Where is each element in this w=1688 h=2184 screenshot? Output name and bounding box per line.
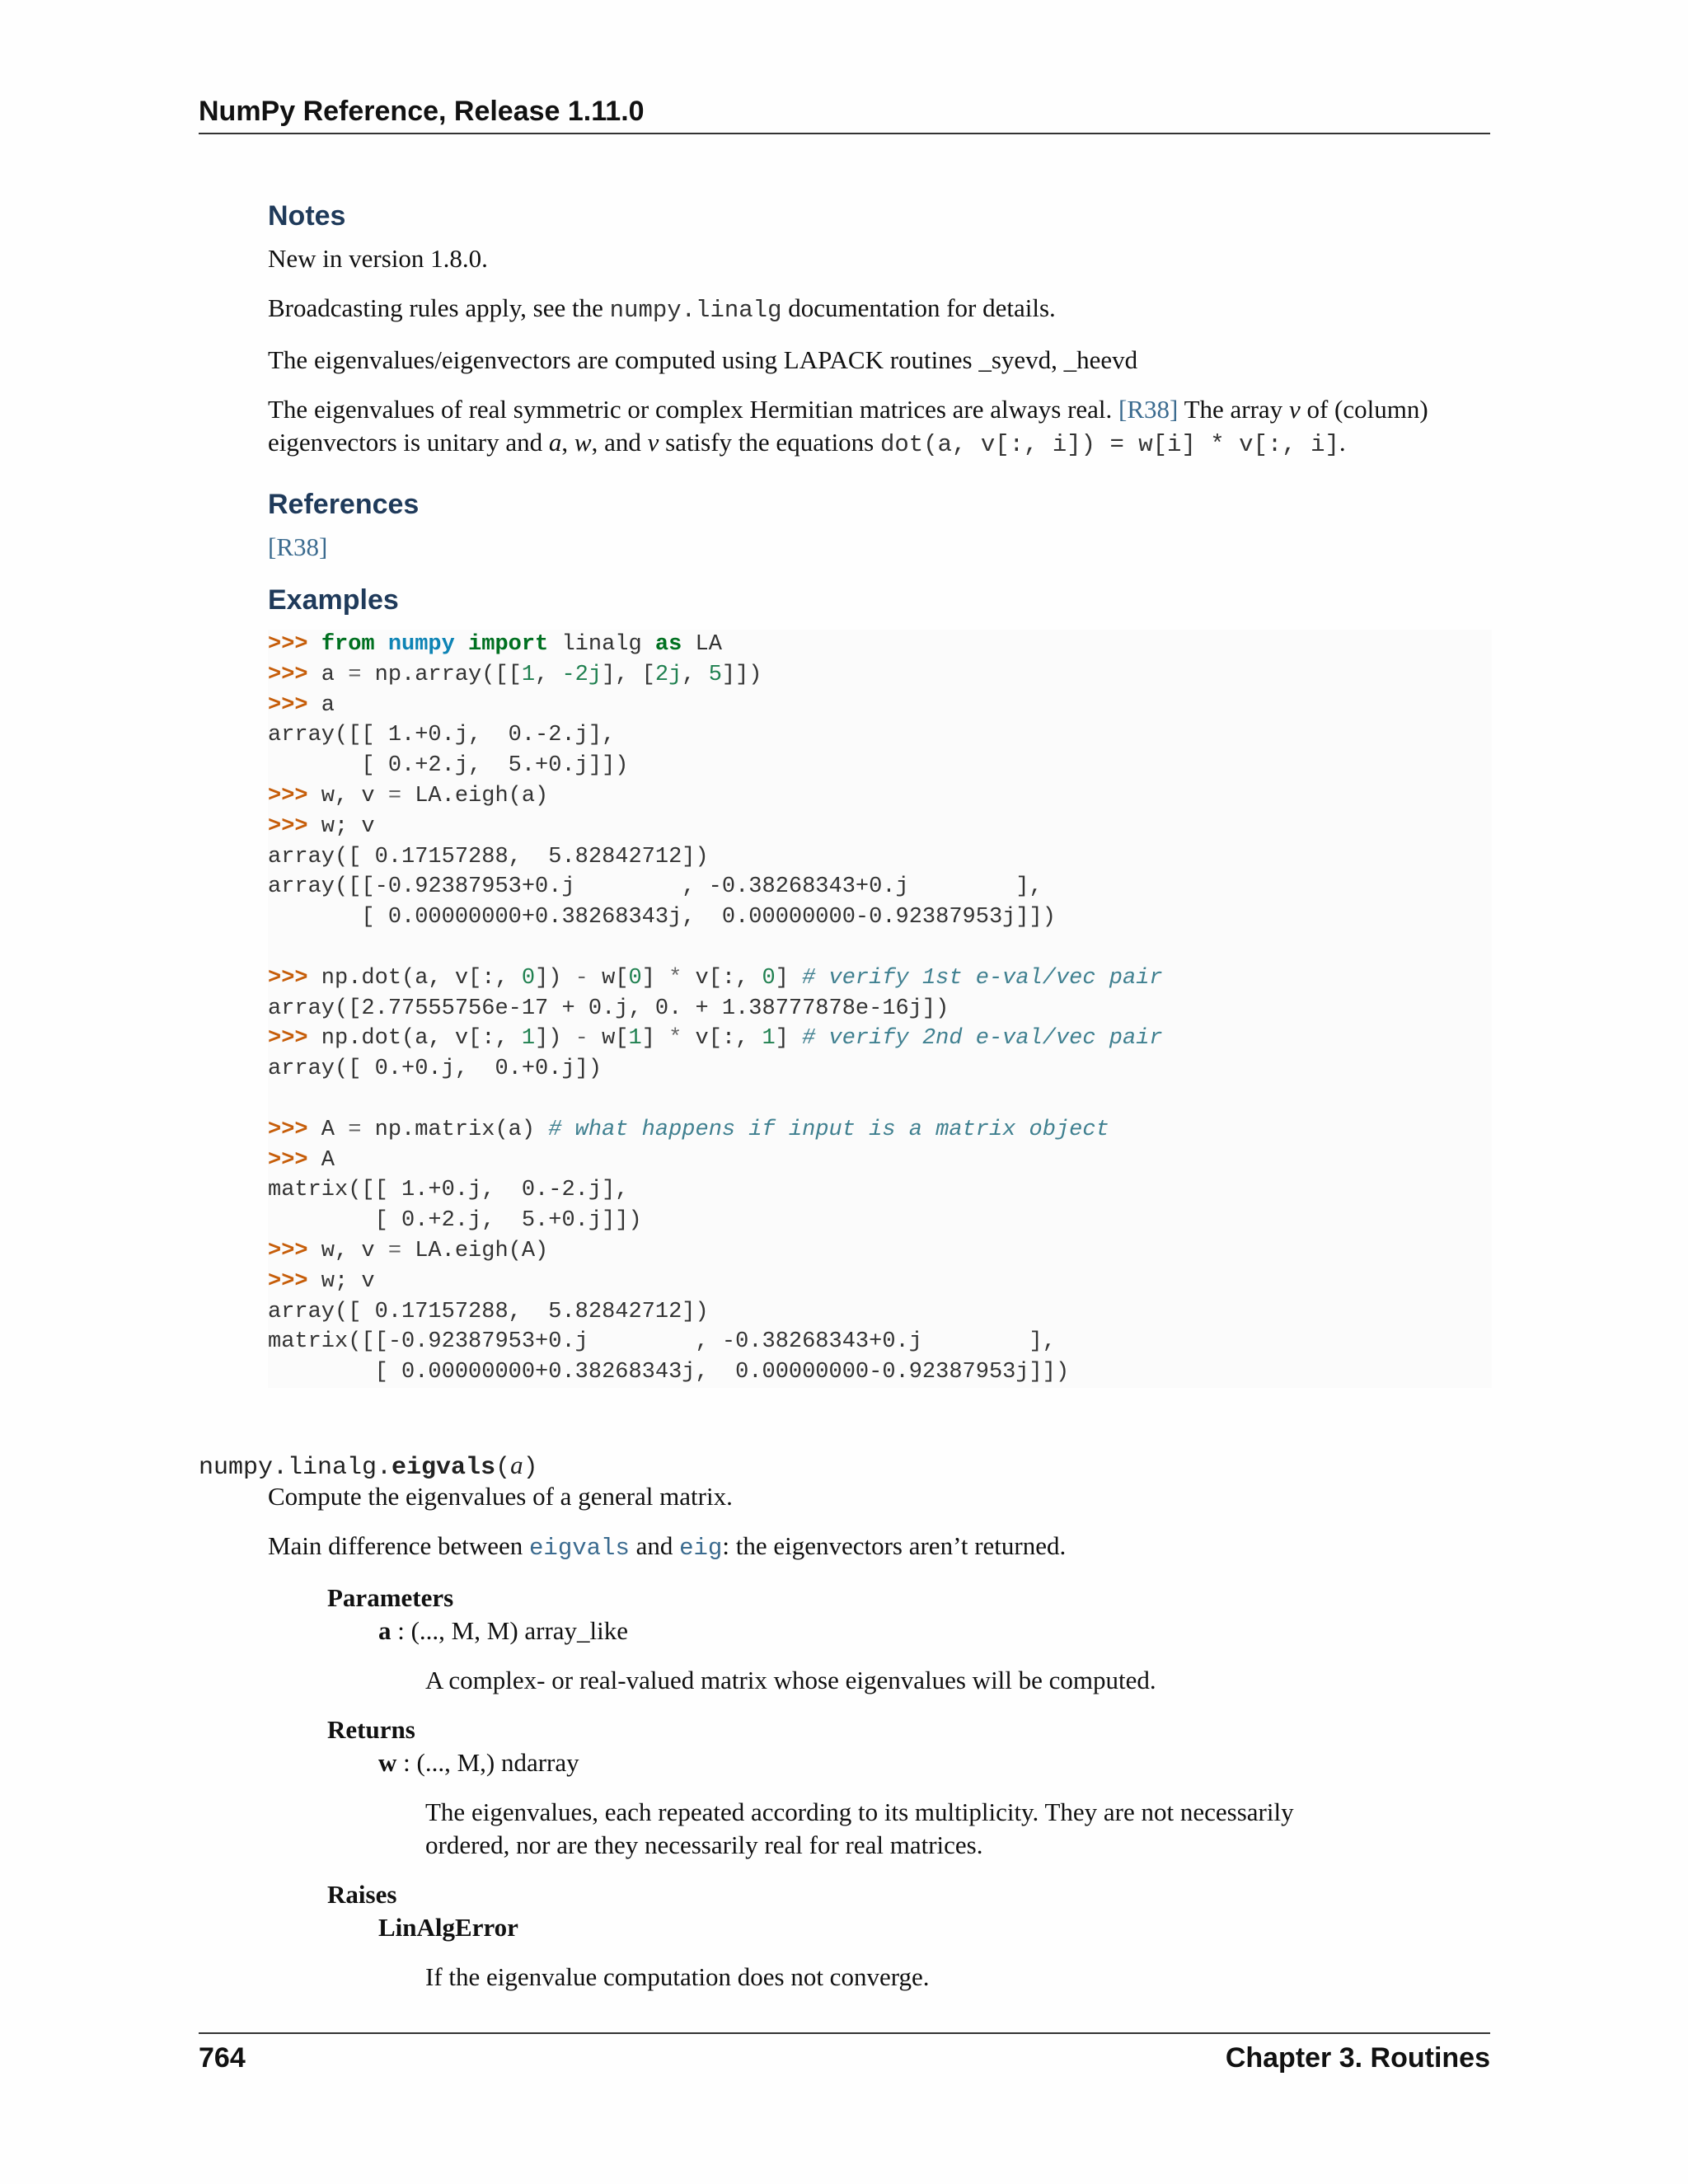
notes-heading: Notes xyxy=(268,200,346,232)
example-code-block: >>> from numpy import linalg as LA >>> a = np.array([[1, -2j], [2j, 5]]) >>> a array([[ 1.+0.j, 0.-2.j], [ 0.+2.j, 5.+0.j]]) >>> w, v = LA.eigh(a) >>> w; v array([ 0.17157288, 5.82842712]) array([[-0.92387953+0.j , -0.38268343+0.j ], [ 0.00000000+0.38268343j, 0.00000000-0.92387953j]]) >>> np.dot(a, v[:, 0]) - w[0] * v[:, 0] # verify 1st e-val/vec pair array([2.77555756e-17 + 0.j, 0. + 1.38777878e-16j]) >>> np.dot(a, v[:, 1]) - w[1] * v[:, 1] # verify 2nd e-val/vec pair array([ 0.+0.j, 0.+0.j]) >>> A = np.matrix(a) # what happens if input is a matrix object >>> A matrix([[ 1.+0.j, 0.-2.j], [ 0.+2.j, 5.+0.j]]) >>> w, v = LA.eigh(A) >>> w; v array([ 0.17157288, 5.82842712]) matrix([[-0.92387953+0.j , -0.38268343+0.j ], [ 0.00000000+0.38268343j, 0.00000000-0.92387953j]]) xyxy=(268,630,1492,1388)
page-number: 764 xyxy=(199,2042,246,2074)
parameters-label: Parameters xyxy=(327,1583,454,1612)
return-w-desc: The eigenvalues, each repeated according to its multiplicity. They are not necessarily ordered, nor are they necessarily real for real matrices. xyxy=(425,1797,1294,1859)
footer-rule xyxy=(199,2032,1490,2034)
chapter-title: Chapter 3. Routines xyxy=(1225,2042,1490,2074)
eigvals-signature: numpy.linalg.eigvals(a) xyxy=(199,1451,538,1482)
reference-r38[interactable]: [R38] xyxy=(268,532,328,561)
eigvals-summary: Compute the eigenvalues of a general matrix. xyxy=(268,1482,733,1511)
citation-link-r38[interactable]: [R38] xyxy=(1118,395,1179,424)
returns-label: Returns xyxy=(327,1715,415,1744)
eigh-notes-section xyxy=(268,198,1492,1388)
lapack-note: The eigenvalues/eigenvectors are computed using LAPACK routines _syevd, _heevd xyxy=(268,345,1138,374)
parameters-field xyxy=(327,1582,1492,1994)
eigvals-link[interactable]: eigvals xyxy=(529,1535,630,1562)
raises-label: Raises xyxy=(327,1880,397,1909)
return-w: w : (..., M,) ndarray xyxy=(378,1748,579,1777)
broadcast-note: Broadcasting rules apply, see the numpy.linalg documentation for details. xyxy=(268,293,1056,324)
equation-code: dot(a, v[:, i]) = w[i] * v[:, i] xyxy=(880,431,1339,458)
function-name: eigvals xyxy=(392,1454,496,1482)
param-a-desc: A complex- or real-valued matrix whose eigenvalues will be computed. xyxy=(425,1666,1156,1694)
running-header: NumPy Reference, Release 1.11.0 xyxy=(199,96,1490,134)
raise-linalgerror: LinAlgError xyxy=(378,1913,518,1942)
eigvals-difference: Main difference between eigvals and eig: the eigenvectors aren’t returned. xyxy=(268,1531,1067,1562)
references-heading: References xyxy=(268,489,420,520)
param-a: a : (..., M, M) array_like xyxy=(378,1616,629,1645)
eigvals-description xyxy=(268,1480,1492,1994)
eig-link[interactable]: eig xyxy=(679,1535,723,1562)
raise-desc: If the eigenvalue computation does not converge. xyxy=(425,1962,930,1991)
version-note: New in version 1.8.0. xyxy=(268,244,488,273)
examples-heading: Examples xyxy=(268,584,399,616)
page-footer xyxy=(199,2042,1490,2074)
numpy-linalg-code: numpy.linalg xyxy=(609,297,782,324)
eigen-real-note: The eigenvalues of real symmetric or complex Hermitian matrices are always real. [R38] The array v of (column) eigenvectors is unitary and a, w, and v satisfy the equations dot(a, v[:, i]) = w[i] * v[:, i]. xyxy=(268,395,1428,458)
